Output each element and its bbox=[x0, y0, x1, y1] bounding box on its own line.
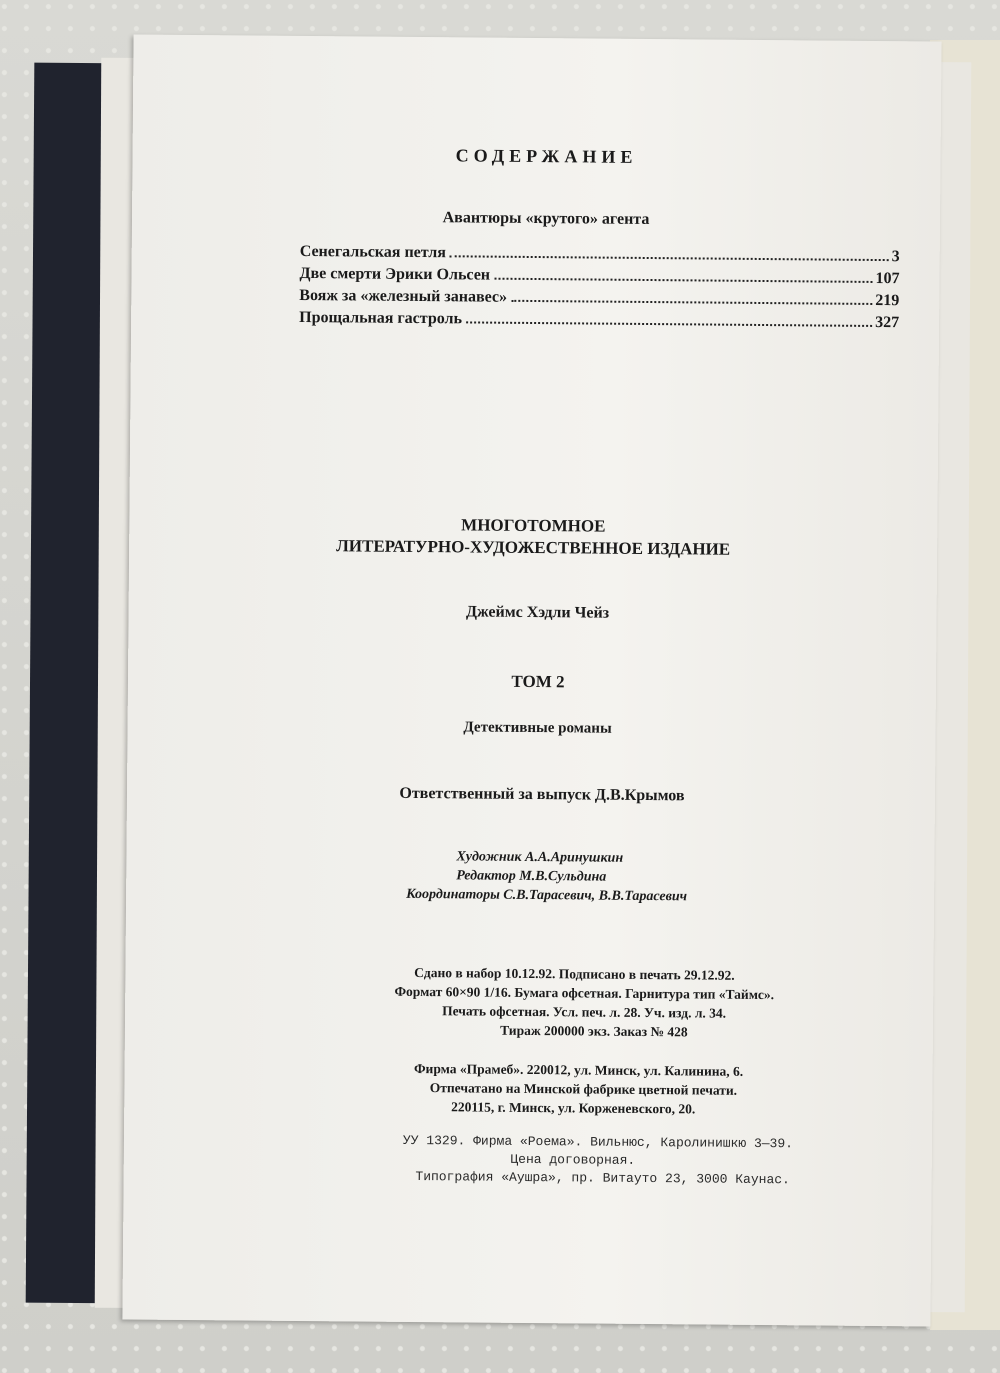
toc-leader-dots bbox=[511, 300, 872, 305]
toc-leader-dots bbox=[450, 255, 889, 261]
publisher-line: Фирма «Прамеб». 220012, ул. Минск, ул. Калинина, 6. bbox=[413, 1060, 744, 1079]
publisher-line: 220115, г. Минск, ул. Корженевского, 20. bbox=[451, 1099, 696, 1117]
toc-list bbox=[299, 241, 900, 334]
artist-credit: Художник А.А.Аринушкин bbox=[456, 849, 624, 866]
print-detail-line: Формат 60×90 1/16. Бумага офсетная. Гарнитура тип «Таймс». bbox=[394, 983, 775, 1003]
toc-item-page: 107 bbox=[875, 269, 900, 288]
publisher-details bbox=[124, 1056, 932, 1120]
toc-item-title: Прощальная гастроль bbox=[299, 308, 463, 328]
toc-leader-dots bbox=[494, 278, 872, 283]
series-line-1: МНОГОТОМНОЕ bbox=[461, 515, 606, 536]
toc-item-page: 3 bbox=[891, 248, 900, 266]
toc-item-title: Сенегальская петля bbox=[299, 242, 446, 262]
responsible-editor: Ответственный за выпуск Д.В.Крымов bbox=[399, 784, 685, 805]
editor-credit: Редактор М.В.Сульдина bbox=[456, 868, 607, 885]
page-content bbox=[122, 34, 941, 1326]
toc-leader-dots bbox=[466, 321, 872, 327]
publisher-line: Отпечатано на Минской фабрике цветной печати. bbox=[429, 1080, 738, 1098]
coordinators-credit: Координаторы С.В.Тарасевич, В.В.Тарасевич bbox=[406, 886, 688, 905]
print-detail-line: Печать офсетная. Усл. печ. л. 28. Уч. изд. л. 34. bbox=[442, 1003, 727, 1021]
toc-item-page: 219 bbox=[875, 291, 900, 310]
toc-item-title: Вояж за «железный занавес» bbox=[299, 286, 508, 306]
author-name: Джеймс Хэдли Чейз bbox=[465, 603, 610, 622]
typography-line: Типография «Аушра», пр. Витауто 23, 3000 Каунас. bbox=[415, 1169, 790, 1188]
toc-item-page: 327 bbox=[875, 313, 900, 332]
toc-item bbox=[299, 307, 899, 334]
toc-item-title: Две смерти Эрики Ольсен bbox=[299, 264, 491, 284]
credits-block bbox=[406, 847, 876, 908]
typography-line: Цена договорная. bbox=[510, 1151, 636, 1168]
book-page bbox=[122, 34, 941, 1326]
typography-line: УУ 1329. Фирма «Роема». Вильнюс, Каролинишкю 3—39. bbox=[402, 1132, 794, 1152]
genre-label: Детективные романы bbox=[463, 719, 612, 737]
print-details bbox=[125, 960, 934, 1043]
series-line-2: ЛИТЕРАТУРНО-ХУДОЖЕСТВЕННОЕ ИЗДАНИЕ bbox=[336, 536, 731, 559]
print-detail-line: Сдано в набор 10.12.92. Подписано в печать 29.12.92. bbox=[414, 964, 735, 983]
toc-heading: СОДЕРЖАНИЕ bbox=[455, 145, 638, 167]
print-detail-line: Тираж 200000 экз. Заказ № 428 bbox=[500, 1022, 688, 1040]
typography-details bbox=[124, 1129, 932, 1190]
toc-section-title: Авантюры «крутого» агента bbox=[442, 209, 650, 229]
volume-number: ТОМ 2 bbox=[511, 671, 565, 692]
